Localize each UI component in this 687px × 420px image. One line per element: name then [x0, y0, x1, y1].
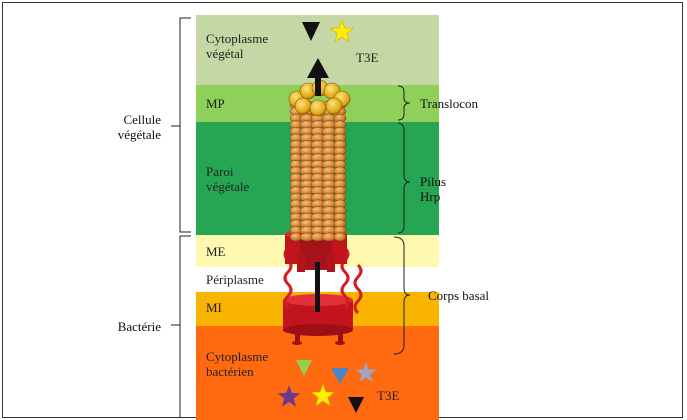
label-mp: MP	[206, 96, 225, 111]
translocon-subunit	[295, 98, 311, 114]
label-bacteria: Bactérie	[117, 319, 161, 334]
label-mi: MI	[206, 300, 222, 315]
label-t3e-bottom: T3E	[377, 388, 400, 403]
translocon-subunit	[326, 98, 342, 114]
hrp-pilus	[290, 101, 346, 241]
label-basal-body: Corps basal	[428, 288, 490, 303]
label-cell-wall: Paroi végétale	[206, 164, 250, 194]
bracket-bacteria	[171, 236, 191, 418]
label-translocon: Translocon	[420, 96, 479, 111]
label-plant-cytoplasm: Cytoplasme végétal	[206, 31, 269, 61]
label-me: ME	[206, 244, 226, 259]
label-t3e-top: T3E	[356, 50, 379, 65]
label-periplasm: Périplasme	[206, 272, 264, 287]
label-bacterial-cytoplasm: Cytoplasme bactérien	[206, 349, 269, 379]
label-pilus: Pilus Hrp	[420, 174, 447, 204]
pilus-subunit	[334, 233, 346, 241]
translocon-subunit	[310, 100, 326, 116]
label-plant-cell: Cellule végétale	[117, 112, 161, 142]
bracket-plant-cell	[171, 18, 191, 232]
